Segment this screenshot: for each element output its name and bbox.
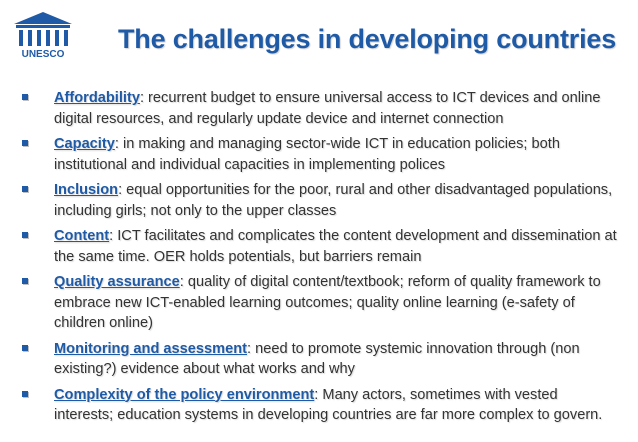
challenges-list bbox=[20, 88, 620, 431]
item-term: Complexity of the policy environment bbox=[54, 386, 315, 403]
item-term: Monitoring and assessment bbox=[54, 340, 247, 357]
bullet-icon bbox=[22, 94, 28, 100]
item-text: : Many actors, sometimes with vested interests; education systems in developing countries are far more complex to govern. bbox=[54, 386, 603, 423]
item-term: Capacity bbox=[54, 136, 115, 152]
unesco-logo bbox=[8, 10, 78, 62]
item-text: : ICT facilitates and complicates the content development and dissemination at the same time. OER holds potentials, but barriers remain bbox=[54, 228, 617, 265]
bullet-icon bbox=[22, 345, 28, 351]
bullet-icon bbox=[22, 391, 28, 397]
list-item bbox=[20, 180, 620, 221]
slide-title: The challenges in developing countries bbox=[118, 24, 617, 54]
list-item bbox=[20, 339, 620, 380]
item-text: : need to promote systemic innovation through (non existing?) evidence about what works and why bbox=[54, 340, 580, 377]
item-text: : equal opportunities for the poor, rural and other disadvantaged populations, including girls; not only to the upper classes bbox=[54, 182, 613, 219]
item-text: : quality of digital content/textbook; reform of quality framework to embrace new ICT-enabled learning outcomes; quality online learning (e-safety of children online) bbox=[54, 274, 601, 331]
item-term: Affordability bbox=[54, 90, 140, 106]
bullet-icon bbox=[22, 186, 28, 192]
list-item bbox=[20, 385, 620, 426]
list-item bbox=[20, 272, 620, 334]
list-item bbox=[20, 88, 620, 129]
item-text: : in making and managing sector-wide ICT in education policies; both institutional and individual capacities in implementing polices bbox=[54, 136, 560, 173]
list-item bbox=[20, 134, 620, 175]
item-term: Content bbox=[54, 228, 110, 244]
item-text: : recurrent budget to ensure universal access to ICT devices and online digital resources, and regularly update device and internet connection bbox=[54, 90, 601, 127]
bullet-icon bbox=[22, 140, 28, 146]
bullet-icon bbox=[22, 232, 28, 238]
list-item bbox=[20, 226, 620, 267]
item-term: Inclusion bbox=[54, 182, 119, 198]
bullet-icon bbox=[22, 278, 28, 284]
item-term: Quality assurance bbox=[54, 274, 180, 290]
logo-text: UNESCO bbox=[21, 49, 65, 60]
